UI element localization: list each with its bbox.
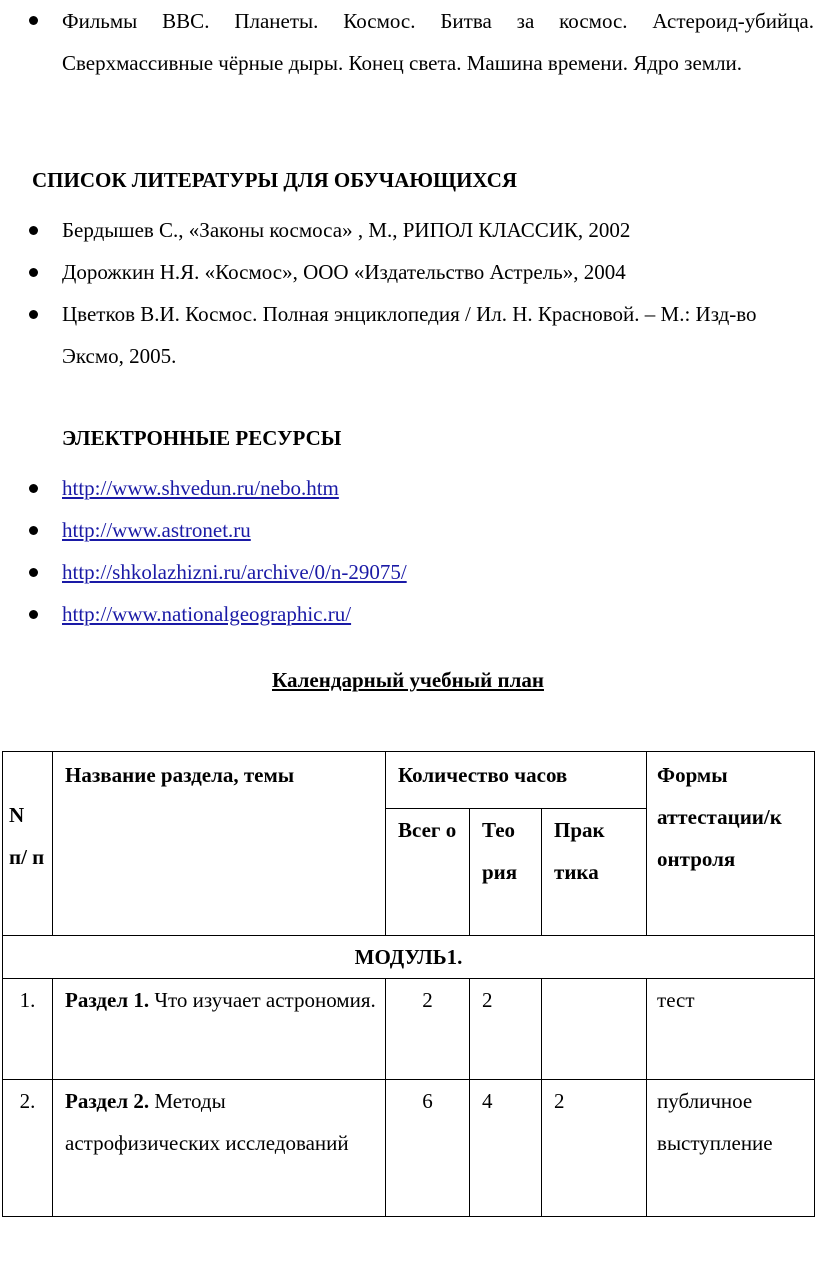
row-total: 2 <box>386 979 470 1080</box>
header-num: N п/ п <box>3 752 53 936</box>
table-row <box>3 979 815 1080</box>
row-form: публичное выступление <box>647 1080 815 1217</box>
bullet-icon <box>29 484 38 493</box>
row-name <box>53 979 386 1080</box>
table-header-row <box>3 752 815 809</box>
bullet-icon <box>29 226 38 235</box>
bullet-icon <box>29 16 38 25</box>
row-num: 1. <box>3 979 53 1080</box>
list-item <box>0 209 816 251</box>
list-item <box>0 593 816 635</box>
resource-link[interactable]: http://www.shvedun.ru/nebo.htm <box>62 476 339 500</box>
list-item <box>0 0 816 84</box>
row-practice <box>542 979 647 1080</box>
list-item-text: Цветков В.И. Космос. Полная энциклопедия / Ил. Н. Красновой. – М.: Изд-во Эксмо, 2005. <box>62 302 757 368</box>
list-item <box>0 467 816 509</box>
header-forms: Формы аттестации/к онтроля <box>647 752 815 936</box>
list-item <box>0 293 816 377</box>
resource-link[interactable]: http://shkolazhizni.ru/archive/0/n-29075/ <box>62 560 407 584</box>
row-theory: 2 <box>470 979 542 1080</box>
bullet-icon <box>29 526 38 535</box>
row-title: Методы астрофизических исследований <box>65 1089 349 1155</box>
calendar-title: Календарный учебный план <box>272 668 544 692</box>
header-practice: Прак тика <box>542 809 647 936</box>
row-name <box>53 1080 386 1217</box>
resources-list <box>0 467 816 635</box>
list-item-text: Фильмы ВВС. Планеты. Космос. Битва за космос. Астероид-убийца. Сверхмассивные чёрные дыры. Конец света. Машина времени. Ядро земли. <box>62 9 814 75</box>
row-theory: 4 <box>470 1080 542 1217</box>
row-title: Что изучает астрономия. <box>149 988 376 1012</box>
list-item-text: Бердышев С., «Законы космоса» , М., РИПОЛ КЛАССИК, 2002 <box>62 218 631 242</box>
calendar-table <box>2 751 815 1217</box>
literature-list <box>0 209 816 377</box>
header-theory: Тео рия <box>470 809 542 936</box>
row-form: тест <box>647 979 815 1080</box>
list-item <box>0 251 816 293</box>
module-label: МОДУЛЬ1. <box>3 936 815 979</box>
row-practice: 2 <box>542 1080 647 1217</box>
list-item-text: Дорожкин Н.Я. «Космос», ООО «Издательство Астрель», 2004 <box>62 260 626 284</box>
bullet-icon <box>29 310 38 319</box>
header-name: Название раздела, темы <box>53 752 386 936</box>
films-list <box>0 0 816 84</box>
resources-heading: ЭЛЕКТРОННЫЕ РЕСУРСЫ <box>62 426 342 450</box>
bullet-icon <box>29 268 38 277</box>
literature-heading: СПИСОК ЛИТЕРАТУРЫ ДЛЯ ОБУЧАЮЩИХСЯ <box>32 168 518 192</box>
module-row <box>3 936 815 979</box>
list-item <box>0 551 816 593</box>
resource-link[interactable]: http://www.nationalgeographic.ru/ <box>62 602 352 626</box>
row-num: 2. <box>3 1080 53 1217</box>
list-item <box>0 509 816 551</box>
bullet-icon <box>29 610 38 619</box>
header-hours: Количество часов <box>386 752 647 809</box>
bullet-icon <box>29 568 38 577</box>
row-total: 6 <box>386 1080 470 1217</box>
header-total: Всег о <box>386 809 470 936</box>
row-section: Раздел 2. <box>65 1089 150 1113</box>
resource-link[interactable]: http://www.astronet.ru <box>62 518 251 542</box>
table-row <box>3 1080 815 1217</box>
row-section: Раздел 1. <box>65 988 150 1012</box>
